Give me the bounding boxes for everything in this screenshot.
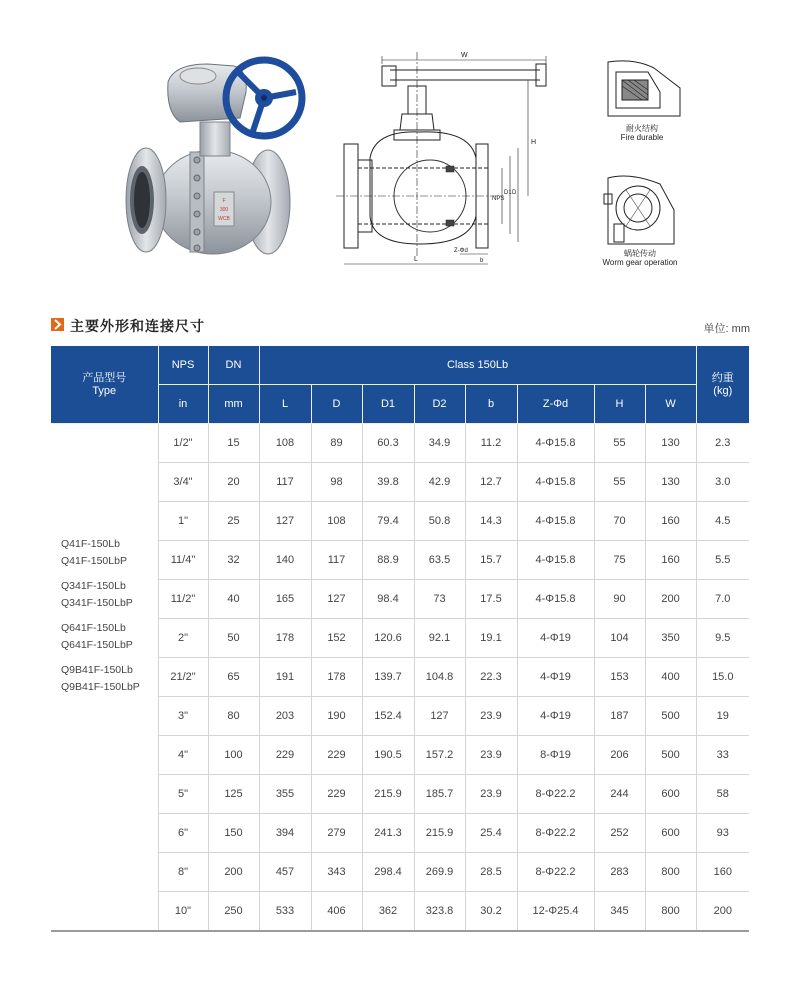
cell-d: 190 xyxy=(311,697,362,736)
marking-line-3: WCB xyxy=(218,216,230,222)
cell-w: 130 xyxy=(645,424,696,463)
cell-b: 25.4 xyxy=(465,814,517,853)
cell-l: 140 xyxy=(259,541,311,580)
d2-header: D2 xyxy=(414,385,465,424)
section-marker-icon xyxy=(51,318,64,331)
dim-w-label: W xyxy=(461,52,468,59)
cell-weight: 2.3 xyxy=(696,424,749,463)
unit-label: 单位: mm xyxy=(703,323,750,335)
dim-l-label: L xyxy=(414,256,418,263)
cell-h: 75 xyxy=(594,541,645,580)
dim-b-label: b xyxy=(480,258,484,264)
model-name: Q341F-150Lb xyxy=(61,580,126,592)
h-header: H xyxy=(594,385,645,424)
cell-nps: 3/4" xyxy=(158,463,208,502)
model-list-cell xyxy=(51,424,158,932)
cell-b: 23.9 xyxy=(465,697,517,736)
cell-d2: 323.8 xyxy=(414,892,465,932)
cell-b: 11.2 xyxy=(465,424,517,463)
cell-d: 406 xyxy=(311,892,362,932)
cell-l: 108 xyxy=(259,424,311,463)
fire-caption-cn: 耐火结构 xyxy=(626,124,658,133)
ball-valve-photo xyxy=(118,52,318,264)
cell-nps: 2" xyxy=(158,619,208,658)
cell-zphid: 8-Φ22.2 xyxy=(517,853,594,892)
cell-dn: 250 xyxy=(208,892,259,932)
cell-dn: 20 xyxy=(208,463,259,502)
cell-w: 350 xyxy=(645,619,696,658)
cell-dn: 125 xyxy=(208,775,259,814)
cell-zphid: 4-Φ15.8 xyxy=(517,463,594,502)
cell-d: 98 xyxy=(311,463,362,502)
cell-b: 23.9 xyxy=(465,775,517,814)
dim-h-label: H xyxy=(531,139,537,146)
cell-d: 178 xyxy=(311,658,362,697)
fire-caption-en: Fire durable xyxy=(620,133,664,142)
cell-d1: 98.4 xyxy=(362,580,414,619)
fire-durable-caption xyxy=(587,124,697,142)
dimension-table xyxy=(51,346,749,932)
cell-w: 800 xyxy=(645,853,696,892)
cell-weight: 58 xyxy=(696,775,749,814)
cell-nps: 6" xyxy=(158,814,208,853)
cell-dn: 80 xyxy=(208,697,259,736)
nps-header: NPS xyxy=(158,346,208,385)
b-header: b xyxy=(465,385,517,424)
cell-d: 229 xyxy=(311,736,362,775)
cell-zphid: 4-Φ15.8 xyxy=(517,580,594,619)
type-header xyxy=(51,346,158,424)
cell-weight: 4.5 xyxy=(696,502,749,541)
cell-d2: 104.8 xyxy=(414,658,465,697)
cell-d2: 127 xyxy=(414,697,465,736)
model-group xyxy=(61,536,158,570)
in-header: in xyxy=(158,385,208,424)
cell-weight: 15.0 xyxy=(696,658,749,697)
zphid-header: Z-Φd xyxy=(517,385,594,424)
cell-d: 229 xyxy=(311,775,362,814)
w-header: W xyxy=(645,385,696,424)
cell-l: 394 xyxy=(259,814,311,853)
cell-w: 160 xyxy=(645,502,696,541)
cell-nps: 11/4" xyxy=(158,541,208,580)
worm-gear-detail xyxy=(600,170,680,248)
cell-zphid: 8-Φ22.2 xyxy=(517,775,594,814)
cell-zphid: 4-Φ19 xyxy=(517,658,594,697)
cell-dn: 40 xyxy=(208,580,259,619)
cell-b: 12.7 xyxy=(465,463,517,502)
model-group xyxy=(61,662,158,696)
cell-d2: 185.7 xyxy=(414,775,465,814)
class-header: Class 150Lb xyxy=(259,346,696,385)
model-name: Q41F-150Lb xyxy=(61,538,120,550)
dim-d1-label: D1 xyxy=(504,190,512,196)
model-name: Q9B41F-150LbP xyxy=(61,681,140,693)
cell-h: 345 xyxy=(594,892,645,932)
cell-b: 14.3 xyxy=(465,502,517,541)
cell-nps: 11/2" xyxy=(158,580,208,619)
cell-d2: 73 xyxy=(414,580,465,619)
fire-durable-detail xyxy=(604,58,684,120)
cell-h: 206 xyxy=(594,736,645,775)
section-title: 主要外形和连接尺寸 xyxy=(70,318,205,334)
dim-d-label: D xyxy=(512,190,517,196)
dim-zphid-label: Z-Φd xyxy=(454,248,468,254)
mm-header: mm xyxy=(208,385,259,424)
weight-header xyxy=(696,346,749,424)
cell-d1: 88.9 xyxy=(362,541,414,580)
cell-d1: 241.3 xyxy=(362,814,414,853)
model-name: Q41F-150LbP xyxy=(61,555,127,567)
model-name: Q641F-150Lb xyxy=(61,622,126,634)
cell-d1: 139.7 xyxy=(362,658,414,697)
cell-d1: 215.9 xyxy=(362,775,414,814)
cell-h: 283 xyxy=(594,853,645,892)
cell-weight: 5.5 xyxy=(696,541,749,580)
cell-nps: 5" xyxy=(158,775,208,814)
dim-nps-label: NPS xyxy=(492,196,505,202)
cell-w: 600 xyxy=(645,814,696,853)
cell-h: 55 xyxy=(594,424,645,463)
cell-b: 28.5 xyxy=(465,853,517,892)
header-row-1 xyxy=(51,346,749,385)
cell-d: 108 xyxy=(311,502,362,541)
model-name: Q641F-150LbP xyxy=(61,639,133,651)
cell-nps: 21/2" xyxy=(158,658,208,697)
cell-dn: 32 xyxy=(208,541,259,580)
cell-l: 117 xyxy=(259,463,311,502)
cell-l: 191 xyxy=(259,658,311,697)
cell-b: 15.7 xyxy=(465,541,517,580)
cell-h: 55 xyxy=(594,463,645,502)
type-header-cn: 产品型号 xyxy=(82,371,127,384)
cell-zphid: 4-Φ15.8 xyxy=(517,502,594,541)
cell-weight: 7.0 xyxy=(696,580,749,619)
cell-d1: 298.4 xyxy=(362,853,414,892)
cell-b: 19.1 xyxy=(465,619,517,658)
cell-w: 130 xyxy=(645,463,696,502)
cell-l: 229 xyxy=(259,736,311,775)
dimension-drawing xyxy=(330,48,600,273)
cell-d2: 42.9 xyxy=(414,463,465,502)
cell-l: 355 xyxy=(259,775,311,814)
model-group xyxy=(61,578,158,612)
model-name: Q341F-150LbP xyxy=(61,597,133,609)
cell-h: 70 xyxy=(594,502,645,541)
cell-d: 343 xyxy=(311,853,362,892)
marking-line-2: 300 xyxy=(219,207,229,213)
cell-d1: 60.3 xyxy=(362,424,414,463)
cell-d1: 190.5 xyxy=(362,736,414,775)
cell-zphid: 8-Φ19 xyxy=(517,736,594,775)
l-header: L xyxy=(259,385,311,424)
table-row xyxy=(51,424,749,463)
cell-h: 90 xyxy=(594,580,645,619)
cell-zphid: 4-Φ15.8 xyxy=(517,541,594,580)
cell-d2: 157.2 xyxy=(414,736,465,775)
cell-l: 203 xyxy=(259,697,311,736)
model-name: Q9B41F-150Lb xyxy=(61,664,133,676)
cell-zphid: 4-Φ19 xyxy=(517,619,594,658)
cell-d2: 63.5 xyxy=(414,541,465,580)
cell-d2: 92.1 xyxy=(414,619,465,658)
cell-weight: 160 xyxy=(696,853,749,892)
cell-weight: 93 xyxy=(696,814,749,853)
cell-l: 127 xyxy=(259,502,311,541)
cell-d: 89 xyxy=(311,424,362,463)
cell-h: 153 xyxy=(594,658,645,697)
cell-b: 23.9 xyxy=(465,736,517,775)
cell-dn: 65 xyxy=(208,658,259,697)
cell-d: 117 xyxy=(311,541,362,580)
cell-b: 30.2 xyxy=(465,892,517,932)
cell-d1: 120.6 xyxy=(362,619,414,658)
cell-weight: 200 xyxy=(696,892,749,932)
cell-w: 800 xyxy=(645,892,696,932)
cell-d1: 152.4 xyxy=(362,697,414,736)
cell-dn: 100 xyxy=(208,736,259,775)
d-header: D xyxy=(311,385,362,424)
weight-header-cn: 约重 xyxy=(711,371,734,384)
cell-dn: 50 xyxy=(208,619,259,658)
cell-zphid: 4-Φ19 xyxy=(517,697,594,736)
cell-h: 104 xyxy=(594,619,645,658)
d1-header: D1 xyxy=(362,385,414,424)
cell-zphid: 4-Φ15.8 xyxy=(517,424,594,463)
type-header-en: Type xyxy=(92,384,117,397)
cell-nps: 4" xyxy=(158,736,208,775)
cell-d2: 215.9 xyxy=(414,814,465,853)
model-group xyxy=(61,620,158,654)
worm-gear-caption xyxy=(585,249,695,267)
cell-w: 500 xyxy=(645,736,696,775)
cell-l: 178 xyxy=(259,619,311,658)
cell-zphid: 8-Φ22.2 xyxy=(517,814,594,853)
cell-w: 400 xyxy=(645,658,696,697)
worm-caption-cn: 蜗轮传动 xyxy=(624,249,656,258)
cell-w: 600 xyxy=(645,775,696,814)
cell-h: 252 xyxy=(594,814,645,853)
cell-d1: 79.4 xyxy=(362,502,414,541)
cell-nps: 1/2" xyxy=(158,424,208,463)
cell-dn: 150 xyxy=(208,814,259,853)
marking-line-1: F xyxy=(222,198,226,204)
cell-l: 457 xyxy=(259,853,311,892)
cell-nps: 8" xyxy=(158,853,208,892)
cell-d2: 269.9 xyxy=(414,853,465,892)
cell-dn: 200 xyxy=(208,853,259,892)
cell-weight: 3.0 xyxy=(696,463,749,502)
cell-weight: 33 xyxy=(696,736,749,775)
cell-b: 22.3 xyxy=(465,658,517,697)
cell-weight: 19 xyxy=(696,697,749,736)
cell-nps: 3" xyxy=(158,697,208,736)
cell-d: 127 xyxy=(311,580,362,619)
cell-w: 200 xyxy=(645,580,696,619)
worm-caption-en: Worm gear operation xyxy=(602,258,678,267)
cell-w: 500 xyxy=(645,697,696,736)
cell-h: 187 xyxy=(594,697,645,736)
cell-dn: 25 xyxy=(208,502,259,541)
cell-b: 17.5 xyxy=(465,580,517,619)
cell-nps: 10" xyxy=(158,892,208,932)
cell-weight: 9.5 xyxy=(696,619,749,658)
cell-d2: 50.8 xyxy=(414,502,465,541)
cell-l: 165 xyxy=(259,580,311,619)
cell-d2: 34.9 xyxy=(414,424,465,463)
cell-d: 279 xyxy=(311,814,362,853)
dn-header: DN xyxy=(208,346,259,385)
weight-header-unit: (kg) xyxy=(713,384,733,397)
cell-l: 533 xyxy=(259,892,311,932)
cell-nps: 1" xyxy=(158,502,208,541)
cell-w: 160 xyxy=(645,541,696,580)
cell-d: 152 xyxy=(311,619,362,658)
cell-zphid: 12-Φ25.4 xyxy=(517,892,594,932)
cell-h: 244 xyxy=(594,775,645,814)
cell-d1: 362 xyxy=(362,892,414,932)
cell-dn: 15 xyxy=(208,424,259,463)
cell-d1: 39.8 xyxy=(362,463,414,502)
